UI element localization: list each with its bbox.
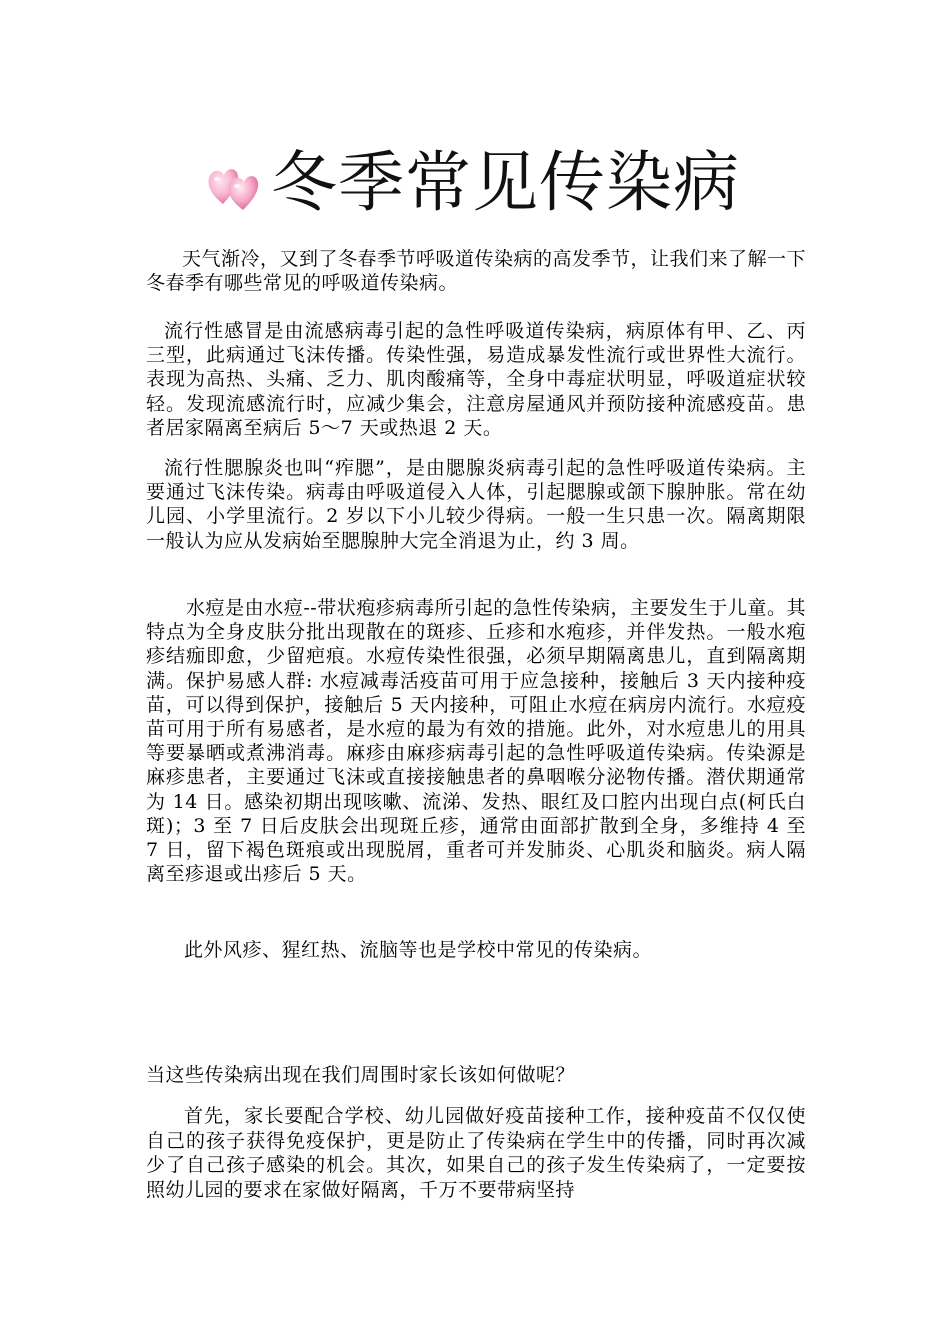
intro-paragraph: 天气渐冷，又到了冬春季节呼吸道传染病的高发季节，让我们来了解一下冬春季有哪些常见的呼吸道传染病。 bbox=[146, 248, 807, 295]
question-heading: 当这些传染病出现在我们周围时家长该如何做呢？ bbox=[146, 1064, 576, 1086]
others-paragraph: 此外风疹、猩红热、流脑等也是学校中常见的传染病。 bbox=[184, 939, 653, 961]
hearts-icon bbox=[205, 152, 267, 214]
title-row bbox=[205, 138, 765, 228]
advice-paragraph: 首先，家长要配合学校、幼儿园做好疫苗接种工作，接种疫苗不仅仅使自己的孩子获得免疫保护，更是防止了传染病在学生中的传播，同时再次减少了自己孩子感染的机会。其次，如果自己的孩子发生传染病了，一定要按照幼儿园的要求在家做好隔离，千万不要带病坚持 bbox=[146, 1105, 806, 1201]
chickenpox-measles-paragraph: 水痘是由水痘--带状疱疹病毒所引起的急性传染病，主要发生于儿童。其特点为全身皮肤分批出现散在的斑疹、丘疹和水疱疹，并伴发热。一般水疱疹结痂即愈，少留疤痕。水痘传染性很强，必须早期隔离患儿，直到隔离期满。保护易感人群: 水痘减毒活疫苗可用于应急接种，接触后 3 天内接种疫苗，可以得到保护，接触后 5 天内接种，可阻止水痘在病房内流行。水痘疫苗可用于所有易感者，是水痘的最为有效的措施。此外，对水痘患儿的用具等要暴晒或煮沸消毒。麻疹由麻疹病毒引起的急性呼吸道传染病。传染源是麻疹患者，主要通过飞沫或直接接触患者的鼻咽喉分泌物传播。潜伏期通常为 14 日。感染初期出现咳嗽、流涕、发热、眼红及口腔内出现白点(柯氏白斑)；3 至 7 日后皮肤会出现斑丘疹，通常由面部扩散到全身，多维持 4 至 7 日，留下褐色斑痕或出现脱屑，重者可并发肺炎、心肌炎和脑炎。病人隔离至疹退或出疹后 5 天。 bbox=[146, 597, 806, 886]
mumps-paragraph: 流行性腮腺炎也叫“痄腮”，是由腮腺炎病毒引起的急性呼吸道传染病。主要通过飞沫传染。病毒由呼吸道侵入人体，引起腮腺或颌下腺肿胀。常在幼儿园、小学里流行。2 岁以下小儿较少得病。一般一生只患一次。隔离期限一般认为应从发病始至腮腺肿大完全消退为止，约 3 周。 bbox=[146, 457, 806, 552]
page-title: 冬季常见传染病 bbox=[271, 144, 740, 221]
flu-paragraph: 流行性感冒是由流感病毒引起的急性呼吸道传染病，病原体有甲、乙、丙三型，此病通过飞沫传播。传染性强，易造成暴发性流行或世界性大流行。表现为高热、头痛、乏力、肌肉酸痛等，全身中毒症状明显，呼吸道症状较轻。发现流感流行时，应减少集会，注意房屋通风并预防接种流感疫苗。患者居家隔离至病后 5～7 天或热退 2 天。 bbox=[146, 320, 806, 439]
